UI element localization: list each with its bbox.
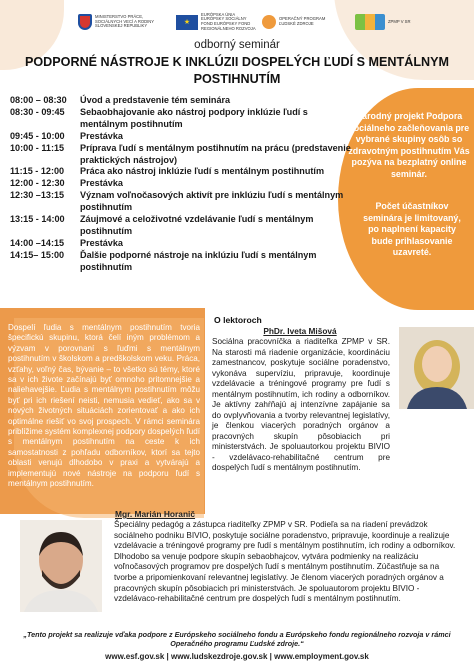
eu-logo-text: EURÓPSKA ÚNIA EURÓPSKY SOCIÁLNY FOND EURÓPSKY FOND REGIONÁLNEHO ROZVOJA bbox=[201, 11, 256, 31]
program-time: 14:15– 15:00 bbox=[10, 249, 65, 260]
program-time: 14:00 –14:15 bbox=[10, 237, 65, 248]
program-topic: Práca ako nástroj inklúzie ľudí s mentálnym postihnutím bbox=[80, 166, 325, 177]
partner-mark-icon bbox=[355, 14, 385, 30]
program-row bbox=[10, 143, 355, 167]
program-topic: Sebaobhajovanie ako nástroj podpory inklúzie ľudí s mentálnym postihnutím bbox=[80, 106, 308, 129]
program-row bbox=[10, 250, 355, 274]
partner-logo bbox=[355, 12, 428, 32]
ministry-logo bbox=[78, 12, 155, 32]
program-list bbox=[10, 95, 355, 274]
program-time: 08:00 – 08:30 bbox=[10, 95, 67, 105]
capacity-note: Počet účastníkov seminára je limitovaný, po naplnení kapacity bude prihlasovanie uzavreté. bbox=[363, 201, 461, 257]
program-topic: Úvod a predstavenie tém seminára bbox=[80, 95, 231, 105]
footer-links[interactable]: www.esf.gov.sk | www.ludskezdroje.gov.sk | www.employment.gov.sk bbox=[105, 652, 369, 661]
lecturer-name: Mgr. Marián Horanič bbox=[115, 509, 196, 519]
program-time: 13:15 - 14:00 bbox=[10, 214, 65, 225]
eu-logo bbox=[176, 12, 259, 32]
program-topic: Záujmové a celoživotné vzdelávanie ľudí s mentálnym postihnutím bbox=[80, 214, 314, 236]
program-row bbox=[10, 238, 355, 250]
program-row bbox=[10, 95, 355, 107]
intro-text: Dospelí ľudia s mentálnym postihnutím tvoria špecifickú skupinu, ktorá čelí iným problémom a výzvam v porovnaní s ľuďmi s mentálnym postihnutím v školskom a predškolskom veku. Práca, vzťahy, voľný čas, bývanie – to všetko sú témy, ktoré sa v ich živote začínajú byť omnoho pritomnejšie a naliehavejšie. Ľudia s mentálnym postihnutím môžu byť pri ich riešení neisti, nemusia vedieť, ako sa v nových životných situáciách zorientovať a ako ich optimálne riešiť vo svoj prospech. V rámci seminára priblížime systém komplexnej podpory dospelých ľudí s mentálnym postihnutím na ceste k ich samostatnosti z pohľadu odborníkov, ktorí sa tejto oblasti venujú dlhodobo v praxi a vytvárajú a implementujú nové nástroje na podporu ľudí s mentálnym postihnutím. bbox=[8, 323, 200, 489]
program-topic: Prestávka bbox=[80, 178, 123, 189]
event-title: PODPORNÉ NÁSTROJE K INKLÚZII DOSPELÝCH ĽUDÍ S MENTÁLNYM POSTIHNUTÍM bbox=[24, 55, 449, 86]
program-time: 10:00 - 11:15 bbox=[10, 142, 65, 153]
program-row bbox=[10, 178, 355, 190]
lecturer-bio: Sociálna pracovníčka a riaditeľka ZPMP v SR. Na starosti má riadenie organizácie, koordináciu zamestnancov, poskytuje sociálne poradenstvo, vykonáva supervíziu, pripravuje, koordinuje vzdelávacie a tréningové programy pre ľudí s mentálnym postihnutím, ich rodiny a odborníkov. Je aktívny zahŕňajú aj intenzívne zapájanie sa do ovplyvňovania a tvorby relevantnej legislatívy, je členkou viacerých poradných orgánov a pracovných skupín pôsobiacich pri ministerstvách. Je spoluautorkou projektu BIVIO - vzdelávaco-rehabilitačné centrum pre dospelých ľudí s mentálnym postihnutím. bbox=[212, 337, 390, 472]
op-logo bbox=[262, 12, 333, 32]
program-time: 12:00 - 12:30 bbox=[10, 178, 65, 189]
lecturer-photo bbox=[399, 327, 474, 409]
program-time: 11:15 - 12:00 bbox=[10, 166, 65, 177]
op-mark-icon bbox=[262, 15, 276, 29]
program-time: 12:30 –13:15 bbox=[10, 190, 65, 201]
program-row bbox=[10, 190, 355, 214]
lecturer-bio: Špeciálny pedagóg a zástupca riaditeľky ZPMP v SR. Podieľa sa na riadení prevádzok sociálneho podniku BIVIO, poskytuje sociálne poradenstvo, pripravuje, koordinuje a realizuje vzdelávacie a tréningové programy pre ľudí s mentálnym postihnutím, ich rodiny a odborníkov. Dlhodobo sa venuje podpore skupín sebaobhajcov, vytvára podmienky na realizáciu voľnočasových programov pre dospelých ľudí s mentálnym postihnutím. Zúčastňuje sa na tvorbe a pripomienkovaní relevantnej legislatívy. Je členom viacerých poradných orgánov a pracovných skupín pôsobiacich pri ministerstvách. Je spoluautorom projektu BIVIO - vzdelávaco-rehabilitačné centrum pre dospelých ľudí s mentálnym postihnutím. bbox=[114, 520, 456, 604]
eu-flag-icon: ★ bbox=[176, 15, 198, 30]
lecturer-name: PhDr. Iveta Mišová bbox=[263, 326, 337, 336]
program-row bbox=[10, 131, 355, 143]
program-row bbox=[10, 166, 355, 178]
ministry-logo-text: MINISTERSTVO PRÁCE, SOCIÁLNYCH VECÍ A RODINY SLOVENSKEJ REPUBLIKY bbox=[95, 14, 155, 29]
op-logo-text: OPERAČNÝ PROGRAM ĽUDSKÉ ZDROJE bbox=[279, 16, 326, 26]
program-time: 09:45 - 10:00 bbox=[10, 130, 65, 141]
invitation-text: Národný projekt Podpora sociálneho začleňovania pre vybrané skupiny osôb so zdravotným postihnutím Vás pozýva na bezplatný online seminár. bbox=[348, 111, 470, 179]
funding-note: „Tento projekt sa realizuje vďaka podpore z Európskeho sociálneho fondu a Európskeho fondu regionálneho rozvoja v rámci Operačného programu Ľudské zdroje.“ bbox=[23, 630, 451, 648]
lecturers-heading: O lektoroch bbox=[214, 315, 262, 325]
slovak-coat-of-arms-icon bbox=[78, 14, 92, 30]
program-topic: Prestávka bbox=[80, 237, 123, 248]
program-row bbox=[10, 107, 355, 131]
program-topic: Ďalšie podporné nástroje na inklúziu ľudí s mentálnym postihnutím bbox=[80, 249, 317, 272]
program-topic: Príprava ľudí s mentálnym postihnutím na prácu (predstavenie praktických nástrojov) bbox=[80, 142, 351, 165]
program-topic: Význam voľnočasových aktivít pre inklúziu ľudí s mentálnym postihnutím bbox=[80, 190, 344, 213]
program-topic: Prestávka bbox=[80, 130, 123, 141]
partner-logo-text: ZPMP V SR bbox=[388, 18, 411, 24]
program-row bbox=[10, 214, 355, 238]
lecturer-photo bbox=[20, 520, 102, 612]
event-subtitle: odborný seminár bbox=[194, 39, 280, 51]
program-time: 08:30 - 09:45 bbox=[10, 106, 65, 117]
